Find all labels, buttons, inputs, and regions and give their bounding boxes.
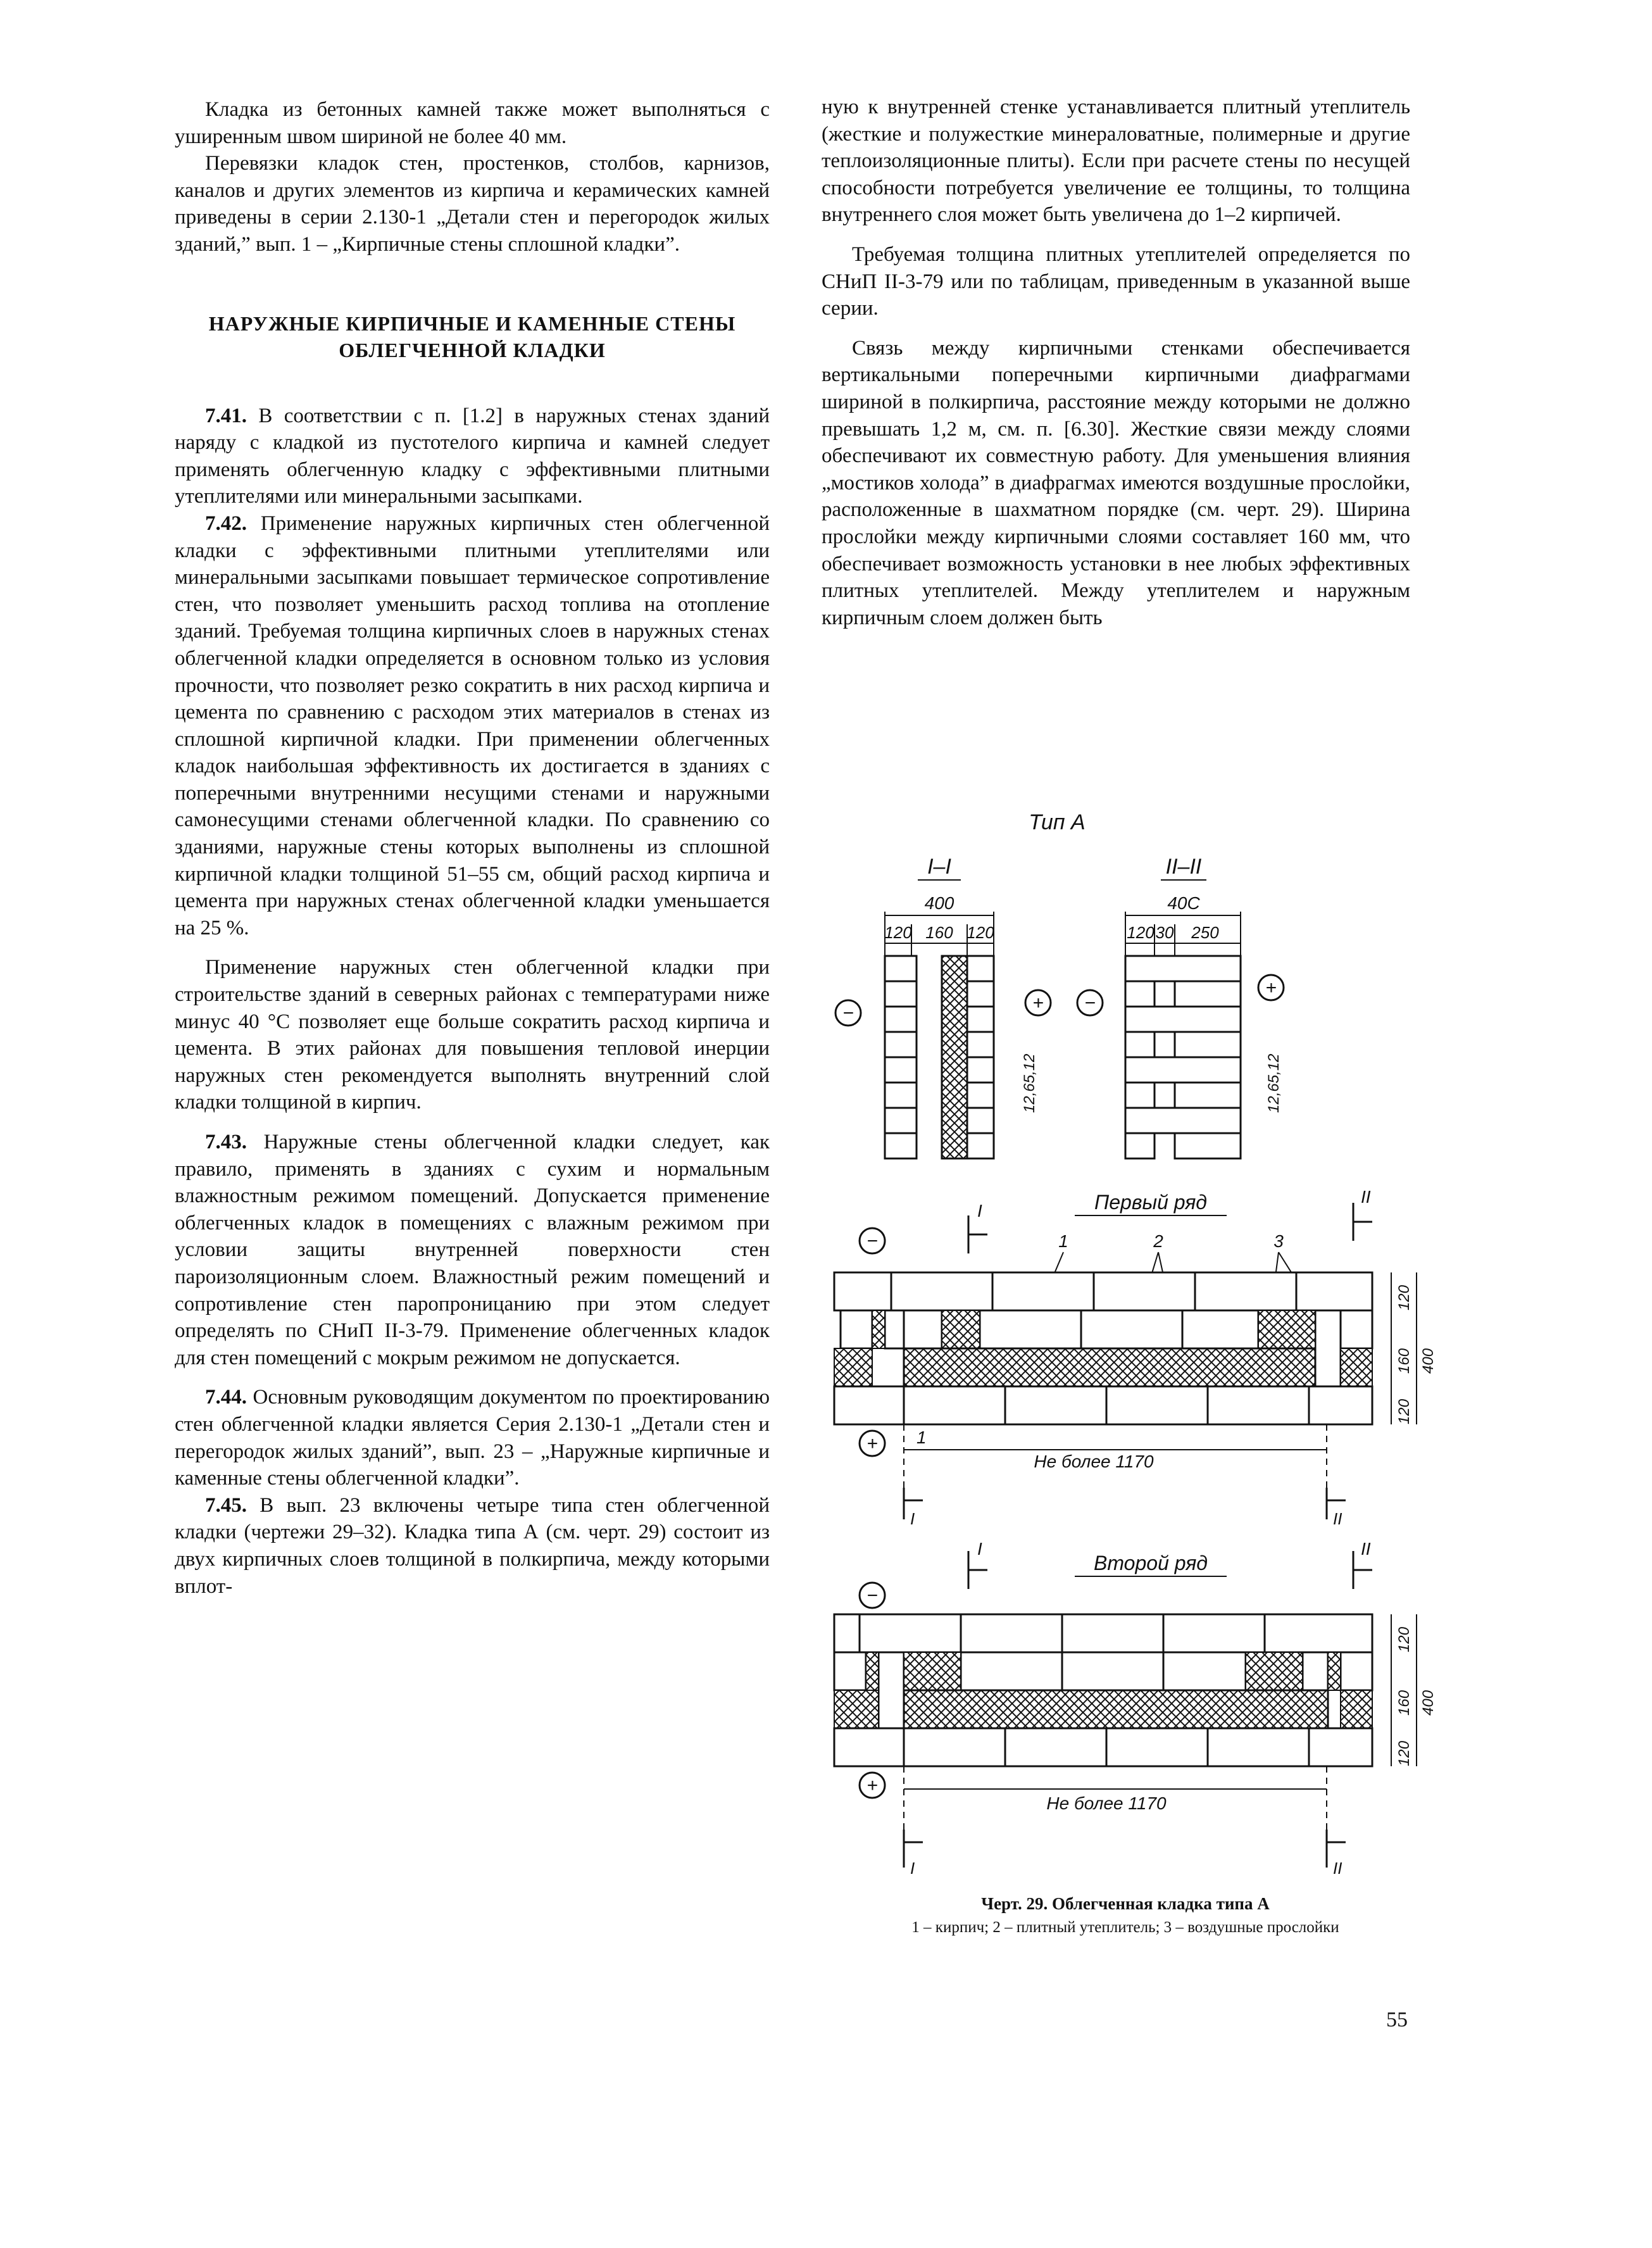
plan-second-row <box>834 1539 1437 1878</box>
paragraph: Связь между кирпичными стенками обеспечивается вертикальными поперечными кирпичными диафрагмами шириной в полкирпича, расстояние между которыми не должно превышать 1,2 м, см. п. [6.30]. Жесткие связи между слоями обеспечивают их совместную работу. Для уменьшения влияния „мостиков холода” в диафрагмах имеются воздушные прослойки, расположенные в шахматном порядке (см. черт. 29). Ширина прослойки между кирпичными слоями составляет 160 мм, что обеспечивает возможность установки в нее любых эффективных плитных утеплителей. Между утеплителем и наружным кирпичным слоем должен быть <box>822 336 1410 629</box>
drawing-29 <box>822 804 1442 1931</box>
spacing-label-2: Не более 1170 <box>1046 1793 1167 1813</box>
clause-7-44 <box>175 1384 770 1491</box>
cut-mark-II-bottom: II <box>1333 1509 1342 1528</box>
paragraph: ную к внутренней стенке устанавливается плитный утеплитель (жесткие и полужесткие минераловатные, полимерные и другие теплоизоляционные плиты). Если при расчете стены по несущей способности потребуется увеличение ее толщины, то толщина внутреннего слоя может быть увеличена до 1–2 кирпичей. <box>822 96 1410 227</box>
cut-mark-II: II <box>1361 1187 1371 1207</box>
cut-mark-II-bottom-2: II <box>1333 1859 1342 1878</box>
type-label: Тип А <box>1029 810 1086 834</box>
clause-text: Применение наружных кирпичных стен облегченной кладки с эффективными плитными утеплителями или минеральными засыпками повышает термическое сопротивление стен, что позволяет уменьшить расход топлива на отопление зданий. Требуемая толщина кирпичных слоев в наружных стенах облегченной кладки определяется в основном только из условия прочности, что позволяет резко сократить в них расход кирпича и цемента по сравнению с расходом этих материалов в стенах из сплошной кирпичной кладки. При применении облегченных кладок наибольшая эффективность их достигается в зданиях с поперечными внутренними несущими стенами и наружными самонесущими стенами облегченной кладки. По сравнению со зданиями, наружные стены которых выполнены из сплошной кирпичной кладки толщиной 51–55 см, общий расход кирпича и цемента при наружных стенах облегченной кладки уменьшается на 25 %. <box>175 512 770 939</box>
clause-number: 7.41. <box>205 404 247 427</box>
dimension-400: 400 <box>924 893 954 913</box>
clause-number: 7.44. <box>205 1386 247 1409</box>
dimension-30: 30 <box>1155 923 1174 942</box>
row-height-label-b: 12,65,12 <box>1265 1053 1282 1113</box>
clause-text: Основным руководящим документом по проектированию стен облегченной кладки является Серия 2.130-1 „Детали стен и перегородок жилых зданий”, вып. 23 – „Наружные кирпичные и каменные стены облегченной кладки”. <box>175 1386 770 1490</box>
dim-160: 160 <box>1396 1348 1413 1374</box>
callout-1-lower: 1 <box>917 1428 927 1447</box>
dim-160-2: 160 <box>1396 1690 1413 1716</box>
dim-120-top: 120 <box>1396 1284 1413 1310</box>
second-row-label: Второй ряд <box>1094 1552 1208 1574</box>
cut-mark-I: I <box>977 1201 982 1221</box>
plus-sign-d: + <box>867 1775 878 1796</box>
clause-text: В вып. 23 включены четыре типа стен облегченной кладки (чертежи 29–32). Кладка типа А (см. черт. 29) состоит из двух кирпичных слоев толщиной в полкирпича, между которыми вплот- <box>175 1493 770 1598</box>
figure-caption <box>822 1892 1429 1940</box>
page-number: 55 <box>1386 2008 1408 2031</box>
cut-mark-I-bottom: I <box>910 1509 915 1528</box>
clause-number: 7.45. <box>205 1493 247 1517</box>
clause-number: 7.42. <box>205 512 247 535</box>
dimension-120-right: 120 <box>967 923 994 942</box>
dim-400: 400 <box>1420 1348 1437 1374</box>
paragraph: Требуемая толщина плитных утеплителей определяется по СНиП II-3-79 или по таблицам, приведенным в указанной выше серии. <box>822 242 1410 320</box>
left-column <box>175 96 770 1600</box>
clause-7-43 <box>175 1129 770 1371</box>
callout-3: 3 <box>1273 1231 1284 1251</box>
row-height-label: 12,65,12 <box>1021 1053 1038 1113</box>
clause-7-45 <box>175 1492 770 1600</box>
dimension-400-b: 40С <box>1167 893 1200 913</box>
first-row-label: Первый ряд <box>1094 1191 1207 1214</box>
cut-mark-II-2: II <box>1361 1539 1371 1559</box>
plan-first-row <box>834 1187 1437 1528</box>
cut-mark-I-2: I <box>977 1539 982 1559</box>
minus-sign-c: − <box>867 1231 878 1252</box>
caption-legend: 1 – кирпич; 2 – плитный утеплитель; 3 – воздушные прослойки <box>911 1919 1339 1936</box>
plus-sign-b: + <box>1265 977 1277 998</box>
paragraph: Применение наружных стен облегченной кладки при строительстве зданий в северных районах с температурами ниже минус 40 °С позволяет еще больше сократить расход кирпича и цемента. В этих районах для повышения тепловой инерции наружных стен рекомендуется выполнять внутренний слой кладки толщиной в кирпич. <box>175 956 770 1114</box>
spacing-label: Не более 1170 <box>1034 1452 1154 1471</box>
dim-120-bottom-2: 120 <box>1396 1740 1413 1766</box>
plus-sign: + <box>1032 993 1044 1014</box>
clause-text: В соответствии с п. [1.2] в наружных стенах зданий наряду с кладкой из пустотелого кирпича и камней следует применять облегченную кладку с эффективными плитными утеплителями или минеральными засыпками. <box>175 404 770 508</box>
plus-sign-c: + <box>867 1433 878 1454</box>
dim-400-2: 400 <box>1420 1690 1437 1716</box>
minus-sign: − <box>842 1003 854 1024</box>
section-2 <box>1077 855 1284 1159</box>
clause-7-41 <box>175 403 770 510</box>
masonry-drawing <box>822 804 1442 1931</box>
section-heading: НАРУЖНЫЕ КИРПИЧНЫЕ И КАМЕННЫЕ СТЕНЫ ОБЛЕГЧЕННОЙ КЛАДКИ <box>208 311 736 361</box>
paragraph: Кладка из бетонных камней также может выполняться с уширенным швом шириной не более 40 мм. <box>175 98 770 148</box>
dimension-120: 120 <box>884 923 912 942</box>
minus-sign-d: − <box>867 1585 878 1606</box>
section-2-label: II–II <box>1165 855 1202 879</box>
dim-120-bottom: 120 <box>1396 1398 1413 1424</box>
right-column <box>822 94 1410 631</box>
dim-120-top-2: 120 <box>1396 1626 1413 1652</box>
dimension-120-b: 120 <box>1127 923 1155 942</box>
clause-7-42 <box>175 510 770 942</box>
clause-text: Наружные стены облегченной кладки следует, как правило, применять в зданиях с сухим и нормальным влажностным режимом помещений. Допускается применение облегченных кладок в помещениях с влажным режимом при условии защиты внутренней поверхности стен пароизоляционным слоем. Влажностный режим помещений и сопротивление стен паропроницанию при этом следует определять по СНиП II-3-79. Применение облегченных кладок для стен помещений с мокрым режимом не допускается. <box>175 1131 770 1369</box>
callout-2: 2 <box>1153 1231 1163 1251</box>
clause-number: 7.43. <box>205 1131 247 1153</box>
caption-title: Черт. 29. Облегченная кладка типа А <box>981 1894 1270 1913</box>
section-1-label: I–I <box>927 855 951 879</box>
paragraph: Перевязки кладок стен, простенков, столбов, карнизов, каналов и других элементов из кирпича и керамических камней приведены в серии 2.130-1 „Детали стен и перегородок жилых зданий,” вып. 1 – „Кирпичные стены сплошной кладки”. <box>175 152 770 256</box>
minus-sign-b: − <box>1084 993 1096 1014</box>
dimension-160: 160 <box>925 923 953 942</box>
dimension-250: 250 <box>1191 923 1219 942</box>
cut-mark-I-bottom-2: I <box>910 1859 915 1878</box>
section-1 <box>835 855 1051 1159</box>
callout-1: 1 <box>1058 1231 1068 1251</box>
